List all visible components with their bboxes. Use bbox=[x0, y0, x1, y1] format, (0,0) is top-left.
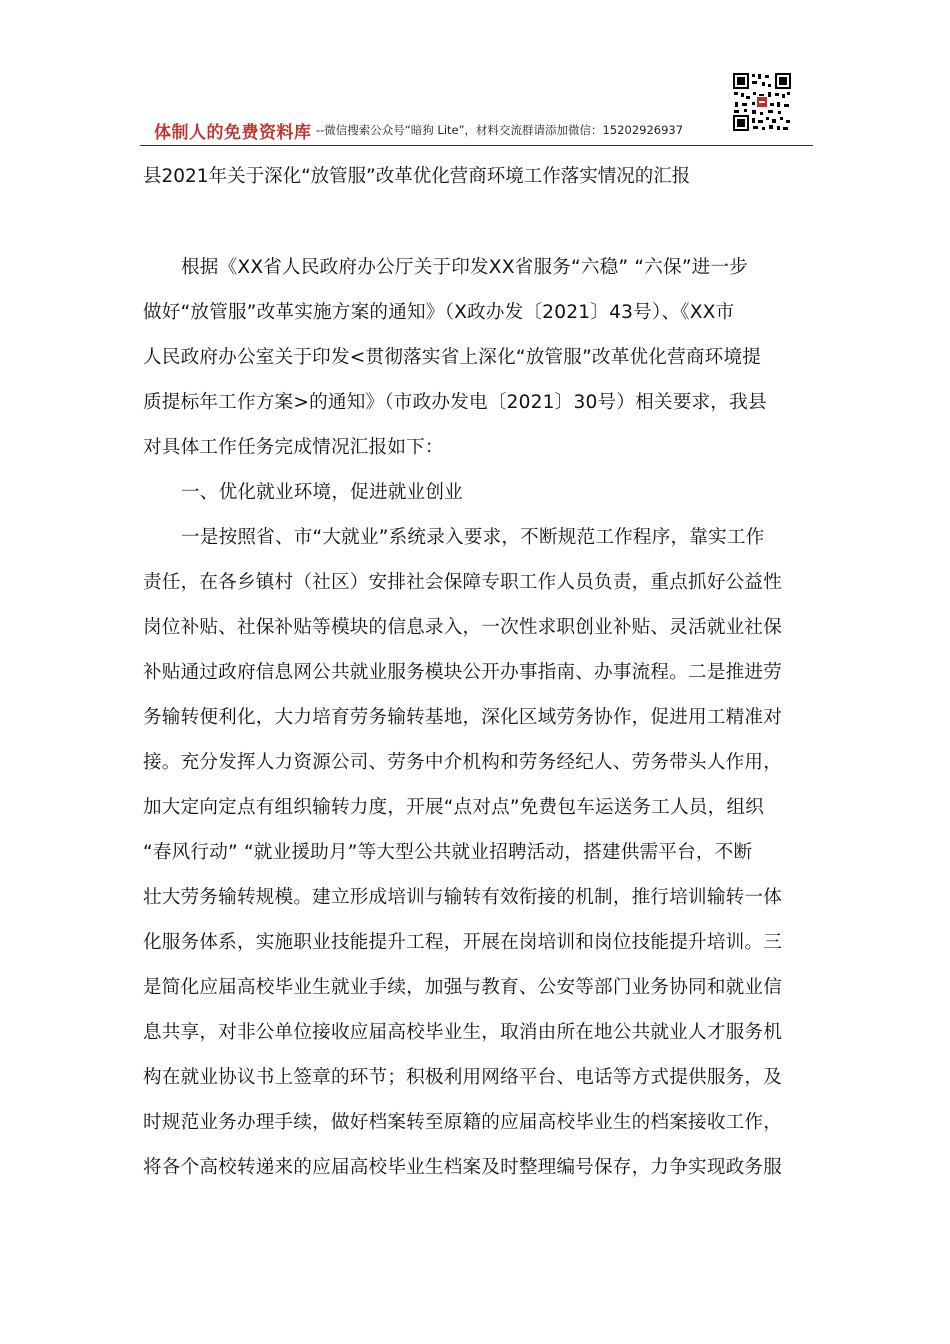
body-line: 岗位补贴、社保补贴等模块的信息录入，一次性求职创业补贴、灵活就业社保 bbox=[143, 617, 782, 638]
body-line: 将各个高校转递来的应届高校毕业生档案及时整理编号保存，力争实现政务服 bbox=[143, 1157, 782, 1178]
body-line: 补贴通过政府信息网公共就业服务模块公开办事指南、办事流程。二是推进劳 bbox=[143, 662, 782, 683]
body-line: 化服务体系，实施职业技能提升工程，开展在岗培训和岗位技能提升培训。三 bbox=[143, 932, 782, 953]
body-line: 责任，在各乡镇村（社区）安排社会保障专职工作人员负责，重点抓好公益性 bbox=[143, 572, 782, 593]
body-line: 做好“放管服”改革实施方案的通知》（X政办发〔2021〕43号）、《XX市 bbox=[143, 302, 735, 323]
body-line: 构在就业协议书上签章的环节；积极利用网络平台、电话等方式提供服务，及 bbox=[143, 1067, 782, 1088]
body-line: 务输转便利化，大力培育劳务输转基地，深化区域劳务协作，促进用工精准对 bbox=[143, 707, 782, 728]
section-heading: 一、优化就业环境，促进就业创业 bbox=[181, 482, 463, 503]
qr-code-icon bbox=[732, 72, 792, 132]
page-header bbox=[140, 118, 820, 146]
document-title: 县2021年关于深化“放管服”改革优化营商环境工作落实情况的汇报 bbox=[143, 166, 691, 187]
body-line: 时规范业务办理手续，做好档案转至原籍的应届高校毕业生的档案接收工作， bbox=[143, 1112, 782, 1133]
body-line: 加大定向定点有组织输转力度，开展“点对点”免费包车运送务工人员，组织 bbox=[143, 797, 765, 818]
brand-name: 体制人的免费资料库 bbox=[154, 123, 312, 143]
header-divider bbox=[140, 145, 813, 146]
body-line: 对具体工作任务完成情况汇报如下： bbox=[143, 437, 444, 458]
body-line: 壮大劳务输转规模。建立形成培训与输转有效衔接的机制，推行培训输转一体 bbox=[143, 887, 782, 908]
body-line: 人民政府办公室关于印发<贯彻落实省上深化“放管服”改革优化营商环境提 bbox=[143, 347, 762, 368]
body-line: 质提标年工作方案>的通知》（市政办发电〔2021〕30号）相关要求，我县 bbox=[143, 392, 767, 413]
body-line: 根据《XX省人民政府办公厅关于印发XX省服务“六稳” “六保”进一步 bbox=[181, 257, 749, 278]
body-line: 接。充分发挥人力资源公司、劳务中介机构和劳务经纪人、劳务带头人作用， bbox=[143, 752, 782, 773]
header-tagline: --微信搜索公众号“暗狗 Lite”，材料交流群请添加微信：15202926937 bbox=[316, 123, 684, 137]
body-line: 是简化应届高校毕业生就业手续，加强与教育、公安等部门业务协同和就业信 bbox=[143, 977, 782, 998]
body-line: 息共享，对非公单位接收应届高校毕业生，取消由所在地公共就业人才服务机 bbox=[143, 1022, 782, 1043]
body-line: “春风行动” “就业援助月”等大型公共就业招聘活动，搭建供需平台，不断 bbox=[143, 842, 753, 863]
body-line: 一是按照省、市“大就业”系统录入要求，不断规范工作程序，靠实工作 bbox=[181, 527, 765, 548]
